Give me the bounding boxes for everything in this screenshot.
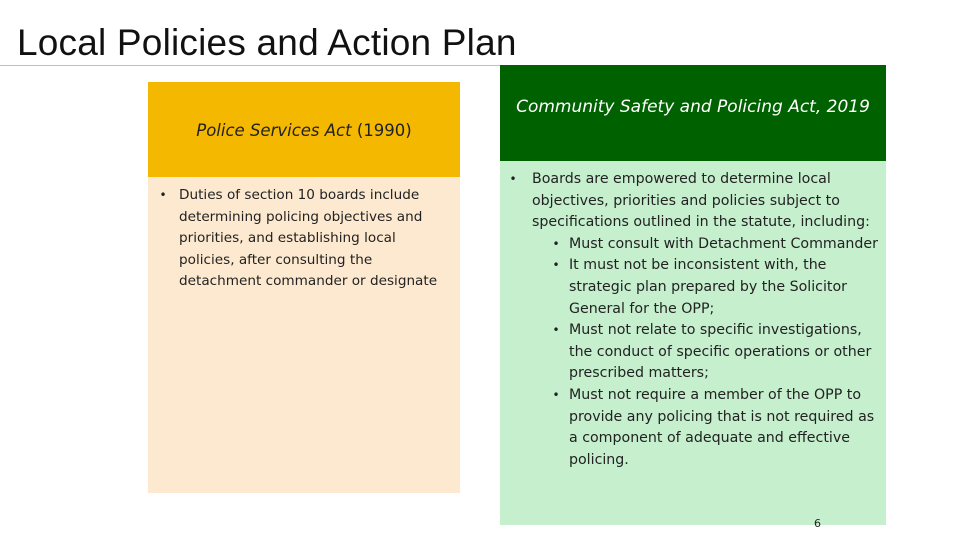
sub-bullet-text: Must consult with Detachment Commander: [569, 235, 878, 252]
bullet-dot-icon: •: [552, 258, 560, 273]
sub-list-item: [532, 255, 882, 320]
bullet-dot-icon: •: [159, 188, 167, 202]
act-year: (1990): [351, 121, 412, 140]
community-safety-act-body: [500, 161, 886, 525]
list-item: [506, 169, 882, 471]
act-name: Police Services Act: [196, 121, 352, 140]
sub-bullet-list: [532, 234, 882, 472]
police-services-act-header: [148, 82, 460, 177]
sub-list-item: [532, 385, 882, 471]
police-services-act-title: [196, 121, 411, 140]
bullet-dot-icon: •: [552, 387, 560, 402]
community-safety-act-title: Community Safety and Policing Act, 2019: [516, 97, 870, 117]
community-safety-act-header: [500, 65, 886, 161]
sub-list-item: [532, 320, 882, 385]
bullet-text: Duties of section 10 boards include determining policing objectives and priorities, and establishing local policies, after consulting the detachment commander or designate: [179, 187, 438, 290]
list-item: [156, 185, 452, 293]
police-services-act-body: [148, 177, 460, 493]
sub-bullet-text: Must not relate to specific investigations, the conduct of specific operations or other prescribed matters;: [569, 322, 872, 382]
page-number: 6: [814, 517, 821, 530]
bullet-dot-icon: •: [509, 172, 517, 186]
bullet-dot-icon: •: [552, 323, 560, 338]
sub-bullet-text: It must not be inconsistent with, the strategic plan prepared by the Solicitor General for the OPP;: [569, 257, 847, 317]
sub-list-item: [532, 234, 882, 256]
left-bullet-list: [156, 185, 452, 293]
bullet-dot-icon: •: [552, 236, 560, 251]
slide-title: Local Policies and Action Plan: [17, 22, 517, 63]
title-divider: [0, 65, 546, 66]
bullet-text: Boards are empowered to determine local objectives, priorities and policies subject to specifications outlined in the statute, including:: [532, 171, 870, 231]
right-bullet-list: [506, 169, 882, 471]
sub-bullet-text: Must not require a member of the OPP to provide any policing that is not required as a component of adequate and effective policing.: [569, 386, 875, 468]
